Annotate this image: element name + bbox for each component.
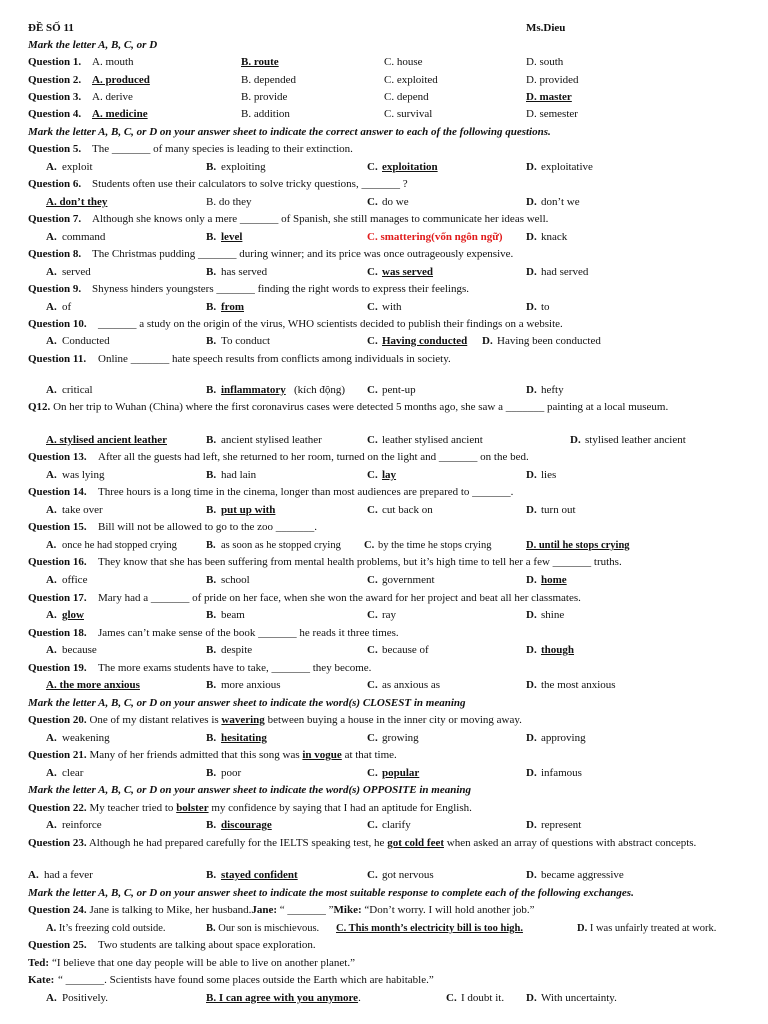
option-b: had lain	[221, 469, 257, 481]
option-d: the most anxious	[541, 679, 616, 691]
question-text: The more exams students have to take, _______ they become.	[98, 662, 372, 674]
option-a: A. medicine	[92, 108, 148, 120]
question-17: Question 17. Mary had a _______ of pride on her face, when she won the award for her project and beat all her classmates.	[0, 590, 768, 607]
option-b: school	[221, 574, 250, 586]
question-8: Question 8. The Christmas pudding _______ during winner; and its price was once outrageously expensive.	[0, 246, 768, 263]
question-7: Question 7. Although she knows only a mere _______ of Spanish, she still manages to communicate her ideas well.	[0, 211, 768, 228]
dialogue-kate: Kate: “ _______. Scientists have found some places outside the Earth which are habitable.”	[28, 974, 434, 986]
author-name: Ms.Dieu	[526, 22, 566, 34]
question-text: Although she knows only a mere _______ of Spanish, she still manages to communicate her ideas well.	[92, 213, 549, 225]
section-instruction: Mark the letter A, B, C, or D on your answer sheet to indicate the word(s) CLOSEST in meaning	[28, 697, 466, 709]
question-6: Question 6. Students often use their calculators to solve tricky questions, _______ ?	[0, 176, 768, 193]
option-d: though	[541, 644, 575, 656]
option-b: from	[221, 301, 245, 313]
question-18-options: A. because B. despite C. because of D. though	[0, 642, 768, 659]
question-text: Question 21. Many of her friends admitted that this song was in vogue at that time.	[28, 749, 397, 761]
question-17-options: A. glow B. beam C. ray D. shine	[0, 607, 768, 624]
option-a: had a fever	[44, 869, 93, 881]
option-c: exploitation	[382, 161, 438, 173]
question-1: Question 1. A. mouth B. route C. house D. south	[0, 54, 768, 71]
option-b: ancient stylised leather	[221, 434, 322, 446]
option-a: A. don’t they	[46, 196, 108, 208]
option-d: Having been conducted	[497, 335, 601, 347]
section-instruction: Mark the letter A, B, C, or D on your answer sheet to indicate the most suitable response to complete each of the following exchanges.	[28, 887, 634, 899]
option-a: Conducted	[62, 335, 110, 347]
option-c: with	[382, 301, 402, 313]
question-10-options: A. Conducted B. To conduct C. Having conducted D. Having been conducted	[0, 333, 768, 350]
question-6-options: A. don’t they B. do they C. do we D. don’t we	[0, 194, 768, 211]
question-text: Mary had a _______ of pride on her face, when she won the award for her project and beat all her classmates.	[98, 592, 581, 604]
option-d: exploitative	[541, 161, 593, 173]
option-d: shine	[541, 609, 565, 621]
option-c: I doubt it.	[461, 992, 505, 1004]
option-d: hefty	[541, 384, 564, 396]
option-b: poor	[221, 767, 242, 779]
question-4: Question 4. A. medicine B. addition C. survival D. semester	[0, 106, 768, 123]
question-25-options: A. Positively. B. I can agree with you anymore. C. I doubt it. D. With uncertainty.	[0, 990, 768, 1007]
option-b: more anxious	[221, 679, 281, 691]
option-d: don’t we	[541, 196, 580, 208]
option-c: pent-up	[382, 384, 416, 396]
dialogue-ted: Ted: “I believe that one day people will be able to live on another planet.”	[28, 957, 355, 969]
option-a: A. stylised ancient leather	[46, 434, 167, 446]
question-20-options: A. weakening B. hesitating C. growing D. approving	[0, 730, 768, 747]
question-8-options: A. served B. has served C. was served D. had served	[0, 264, 768, 281]
option-b-note: (kích động)	[294, 384, 346, 396]
option-b: hesitating	[221, 732, 267, 744]
question-25: Question 25. Two students are talking about space exploration.	[0, 937, 768, 954]
option-c: C. survival	[384, 108, 433, 120]
question-16: Question 16. They know that she has been suffering from mental health problems, but it’s high time to tell her a few _______ truths.	[0, 554, 768, 571]
question-15-options: A. once he had stopped crying B. as soon as he stopped crying C. by the time he stops crying D. until he stops crying	[0, 537, 768, 554]
question-24-options	[0, 920, 768, 937]
option-c: C. This month’s electricity bill is too high.	[336, 923, 523, 934]
question-text: The _______ of many species is leading to their extinction.	[92, 143, 353, 155]
option-d: With uncertainty.	[541, 992, 617, 1004]
option-a: once he had stopped crying	[62, 540, 177, 551]
exam-title: ĐỀ SỐ 11	[28, 22, 74, 34]
option-a: was lying	[62, 469, 105, 481]
option-c: government	[382, 574, 435, 586]
question-text: James can’t make sense of the book _______ he reads it three times.	[98, 627, 399, 639]
option-d: approving	[541, 732, 586, 744]
option-d: D. I was unfairly treated at work.	[577, 923, 717, 934]
option-b: B. provide	[241, 91, 288, 103]
option-b: beam	[221, 609, 245, 621]
option-b: B. addition	[241, 108, 290, 120]
option-a: clear	[62, 767, 84, 779]
question-10: Question 10. _______ a study on the origin of the virus, WHO scientists decided to publish their findings on a website.	[0, 316, 768, 333]
option-b: inflammatory	[221, 384, 286, 396]
option-c: cut back on	[382, 504, 433, 516]
option-a: served	[62, 266, 91, 278]
option-a: command	[62, 231, 106, 243]
question-18: Question 18. James can’t make sense of the book _______ he reads it three times.	[0, 625, 768, 642]
header-row	[0, 20, 768, 37]
question-21	[0, 747, 768, 764]
option-a: exploit	[62, 161, 93, 173]
question-5-options: A. exploit B. exploiting C. exploitation D. exploitative	[0, 159, 768, 176]
option-b: stayed confident	[221, 869, 298, 881]
option-c: C. house	[384, 56, 423, 68]
option-b: B. I can agree with you anymore.	[206, 992, 361, 1004]
option-d: home	[541, 574, 567, 586]
option-c: C. smattering(vốn ngôn ngữ)	[367, 231, 503, 243]
question-22	[0, 800, 768, 817]
question-text: Question 24. Jane is talking to Mike, her husband.Jane: “ _______ ”Mike: “Don’t worry. I will hold another job.”	[28, 904, 535, 916]
question-14-options: A. take over B. put up with C. cut back on D. turn out	[0, 502, 768, 519]
option-c: popular	[382, 767, 420, 779]
question-20	[0, 712, 768, 729]
option-d: infamous	[541, 767, 582, 779]
question-3: Question 3. A. derive B. provide C. depend D. master	[0, 89, 768, 106]
option-a: Positively.	[62, 992, 109, 1004]
option-a: A. mouth	[92, 56, 134, 68]
option-c: clarify	[382, 819, 411, 831]
option-d: turn out	[541, 504, 576, 516]
question-text: Question 22. My teacher tried to bolster my confidence by saying that I had an aptitude for English.	[28, 802, 472, 814]
question-5: Question 5. The _______ of many species is leading to their extinction.	[0, 141, 768, 158]
option-c: do we	[382, 196, 409, 208]
option-c: growing	[382, 732, 419, 744]
question-13-options: A. was lying B. had lain C. lay D. lies	[0, 467, 768, 484]
question-text: Bill will not be allowed to go to the zoo _______.	[98, 521, 318, 533]
option-d: lies	[541, 469, 557, 481]
option-d: represent	[541, 819, 582, 831]
option-b: despite	[221, 644, 253, 656]
option-a: weakening	[62, 732, 110, 744]
option-c: was served	[382, 266, 434, 278]
option-b: put up with	[221, 504, 276, 516]
option-a: A. derive	[92, 91, 133, 103]
option-c: as anxious as	[382, 679, 441, 691]
option-a: critical	[62, 384, 93, 396]
question-9: Question 9. Shyness hinders youngsters _______ finding the right words to express their feelings.	[0, 281, 768, 298]
section-instruction: Mark the letter A, B, C, or D on your answer sheet to indicate the correct answer to each of the following questions.	[28, 126, 551, 138]
option-d: knack	[541, 231, 568, 243]
option-d: D. provided	[526, 74, 579, 86]
option-d: D. master	[526, 91, 572, 103]
option-b: To conduct	[221, 335, 271, 347]
option-b: has served	[221, 266, 268, 278]
question-11-options: A. critical B. inflammatory (kích động) C. pent-up D. hefty	[0, 382, 768, 399]
option-a: A. produced	[92, 74, 150, 86]
option-d: D. until he stops crying	[526, 540, 630, 551]
question-21-options: A. clear B. poor C. popular D. infamous	[0, 765, 768, 782]
question-15: Question 15. Bill will not be allowed to go to the zoo _______.	[0, 519, 768, 536]
option-c: C. depend	[384, 91, 429, 103]
question-12-options: A. stylised ancient leather B. ancient stylised leather C. leather stylised ancient D. stylised leather ancient	[0, 432, 768, 449]
question-24	[0, 902, 768, 919]
question-text: Question 20. One of my distant relatives is wavering between buying a house in the inner city or moving away.	[28, 714, 522, 726]
question-9-options: A. of B. from C. with D. to	[0, 299, 768, 316]
option-c: leather stylised ancient	[382, 434, 483, 446]
option-b: B. depended	[241, 74, 296, 86]
option-a: glow	[62, 609, 84, 621]
question-12: Q12. On her trip to Wuhan (China) where the first coronavirus cases were detected 5 months ago, she saw a _______ painting at a local museum.	[28, 401, 669, 413]
question-text: The Christmas pudding _______ during winner; and its price was once outrageously expensive.	[92, 248, 514, 260]
question-23: Question 23. Although he had prepared carefully for the IELTS speaking test, he got cold feet when asked an array of questions with abstract concepts.	[28, 837, 697, 849]
question-text: Students often use their calculators to solve tricky questions, _______ ?	[92, 178, 408, 190]
option-a: reinforce	[62, 819, 102, 831]
option-a: office	[62, 574, 88, 586]
option-b: exploiting	[221, 161, 266, 173]
question-19-options: A. the more anxious B. more anxious C. as anxious as D. the most anxious	[0, 677, 768, 694]
option-d: to	[541, 301, 550, 313]
option-c: C. exploited	[384, 74, 438, 86]
option-b: as soon as he stopped crying	[221, 540, 341, 551]
question-22-options: A. reinforce B. discourage C. clarify D. represent	[0, 817, 768, 834]
section-instruction: Mark the letter A, B, C, or D on your answer sheet to indicate the word(s) OPPOSITE in meaning	[28, 784, 471, 796]
question-text: On her trip to Wuhan (China) where the first coronavirus cases were detected 5 months ago, she saw a _______ painting at a local museum.	[53, 401, 669, 413]
option-c: because of	[382, 644, 429, 656]
option-a: A. It’s freezing cold outside.	[46, 923, 166, 934]
option-c: lay	[382, 469, 397, 481]
question-19: Question 19. The more exams students have to take, _______ they become.	[0, 660, 768, 677]
question-text: Shyness hinders youngsters _______ finding the right words to express their feelings.	[92, 283, 470, 295]
option-d: had served	[541, 266, 589, 278]
question-text: _______ a study on the origin of the virus, WHO scientists decided to publish their findings on a website.	[98, 318, 563, 330]
question-2: Question 2. A. produced B. depended C. exploited D. provided	[0, 72, 768, 89]
question-text: Two students are talking about space exploration.	[98, 939, 316, 951]
question-text: After all the guests had left, she returned to her room, turned on the light and _______ on the bed.	[98, 451, 529, 463]
option-c: got nervous	[382, 869, 434, 881]
question-16-options: A. office B. school C. government D. home	[0, 572, 768, 589]
option-a: of	[62, 301, 72, 313]
option-a: take over	[62, 504, 103, 516]
section-instruction: Mark the letter A, B, C, or D	[28, 39, 158, 51]
option-b: B. route	[241, 56, 279, 68]
question-text: Online _______ hate speech results from conflicts among individuals in society.	[98, 353, 451, 365]
option-b: B. do they	[206, 196, 252, 208]
option-d: stylised leather ancient	[585, 434, 686, 446]
question-23-options: A. had a fever B. stayed confident C. got nervous D. became aggressive	[0, 867, 768, 884]
question-7-options: A. command B. level C. smattering(vốn ngôn ngữ) D. knack	[0, 229, 768, 246]
option-d: D. semester	[526, 108, 578, 120]
option-d: D. south	[526, 56, 564, 68]
question-13: Question 13. After all the guests had left, she returned to her room, turned on the light and _______ on the bed.	[0, 449, 768, 466]
question-text: Three hours is a long time in the cinema, longer than most audiences are prepared to _______.	[98, 486, 514, 498]
option-a: A. the more anxious	[46, 679, 140, 691]
option-b: B. Our son is mischievous.	[206, 923, 320, 934]
option-b: level	[221, 231, 243, 243]
question-text: They know that she has been suffering from mental health problems, but it’s high time to tell her a few _______ truths.	[98, 556, 622, 568]
option-d: became aggressive	[541, 869, 624, 881]
option-c: ray	[382, 609, 397, 621]
option-c: by the time he stops crying	[378, 540, 492, 551]
option-c: Having conducted	[382, 335, 468, 347]
option-b: discourage	[221, 819, 272, 831]
option-a: because	[62, 644, 97, 656]
question-14: Question 14. Three hours is a long time in the cinema, longer than most audiences are prepared to _______.	[0, 484, 768, 501]
question-11: Question 11. Online _______ hate speech results from conflicts among individuals in society.	[0, 351, 768, 368]
